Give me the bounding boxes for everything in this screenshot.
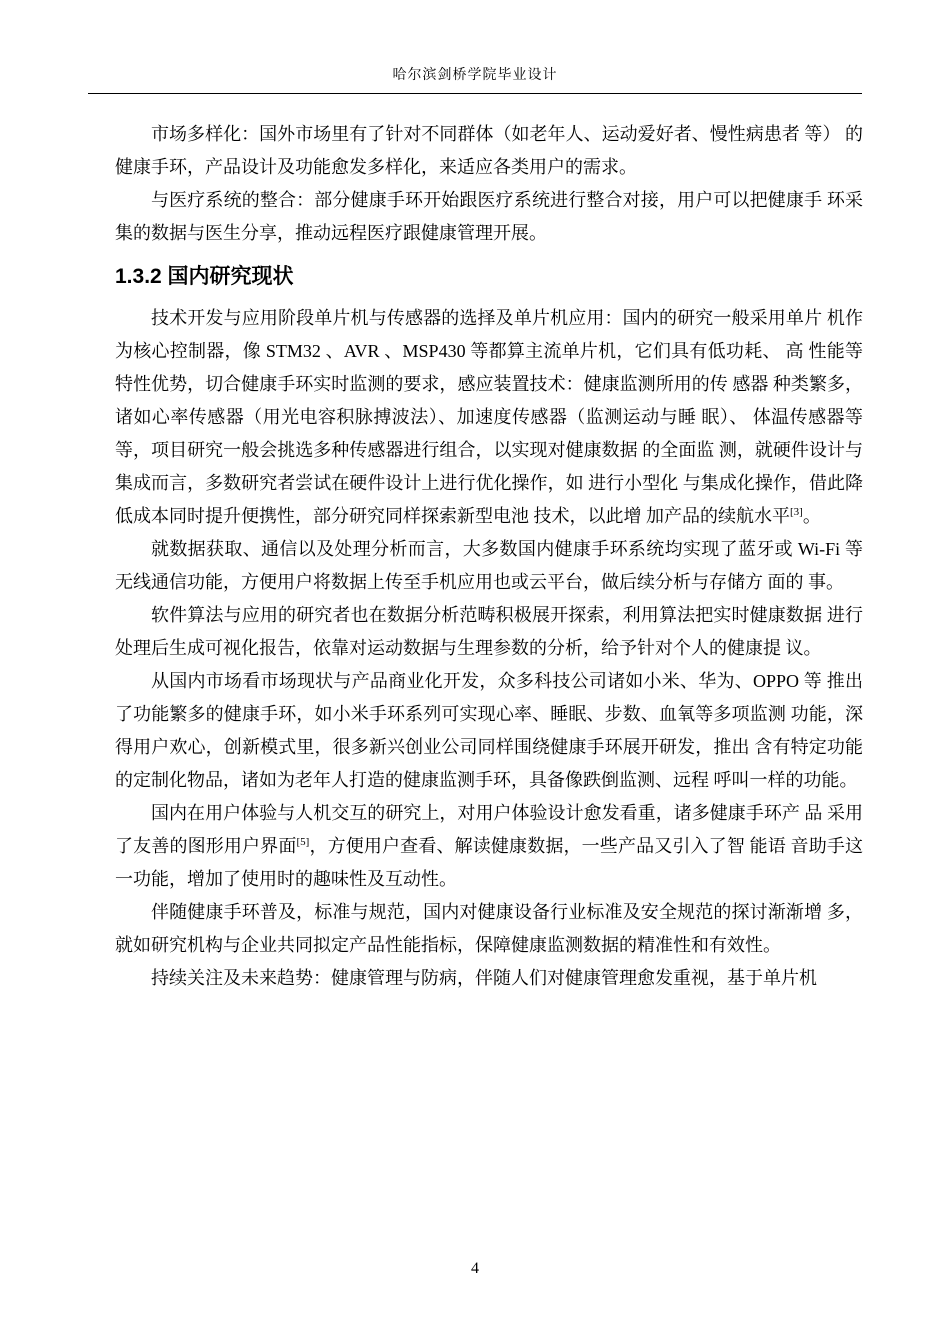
citation-superscript: [3] [790,506,803,518]
page-number: 4 [471,1260,479,1277]
paragraph: 市场多样化：国外市场里有了针对不同群体（如老年人、运动爱好者、慢性病患者 等） 的健康手环，产品设计及功能愈发多样化，来适应各类用户的需求。 [115,124,863,177]
paragraph: 技术开发与应用阶段单片机与传感器的选择及单片机应用：国内的研究一般采用单片 机作为核心控制器，像 STM32 、AVR 、MSP430 等都算主流单片机，它们具有低功耗、 高 性能等特性优势，切合健康手环实时监测的要求，感应装置技术：健康监测所用的传 感器 种类繁多，诸如心率传感器（用光电容积脉搏波法）、加速度传感器（监测运动与睡 眠）、 体温传感器等等，项目研究一般会挑选多种传感器进行组合，以实现对健康数据 的全面监 测，就硬件设计与集成而言，多数研究者尝试在硬件设计上进行优化操作，如 进行小型化 与集成化操作，借此降低成本同时提升便携性，部分研究同样探索新型电池 技术，以此增 加产品的续航水平[3]。 [115,308,863,526]
page-header [88,64,862,94]
paragraph: 就数据获取、通信以及处理分析而言，大多数国内健康手环系统均实现了蓝牙或 Wi-Fi 等无线通信功能，方便用户将数据上传至手机应用也或云平台，做后续分析与存储方 面的 事。 [115,539,863,592]
citation-superscript: [5] [296,836,310,848]
paragraph: 持续关注及未来趋势：健康管理与防病，伴随人们对健康管理愈发重视，基于单片机 [151,968,817,988]
section-heading: 1.3.2 国内研究现状 [115,265,294,288]
paragraph: 从国内市场看市场现状与产品商业化开发，众多科技公司诸如小米、华为、OPPO 等 推出了功能繁多的健康手环，如小米手环系列可实现心率、睡眠、步数、血氧等多项监测 功能，深得用户欢心，创新模式里，很多新兴创业公司同样围绕健康手环展开研发，推出 含有特定功能的定制化物品，诸如为老年人打造的健康监测手环，具备像跌倒监测、远程 呼叫一样的功能。 [115,671,863,790]
paragraph: 软件算法与应用的研究者也在数据分析范畴积极展开探索，利用算法把实时健康数据 进行处理后生成可视化报告，依靠对运动数据与生理参数的分析，给予针对个人的健康提 议。 [115,605,863,658]
paragraph: 国内在用户体验与人机交互的研究上，对用户体验设计愈发看重，诸多健康手环产 品 采用了友善的图形用户界面[5]，方便用户查看、解读健康数据，一些产品又引入了智 能语 音助手这一功能，增加了使用时的趣味性及互动性。 [115,803,863,889]
page-footer [0,1260,950,1278]
paragraph: 伴随健康手环普及，标准与规范，国内对健康设备行业标准及安全规范的探讨渐渐增 多，就如研究机构与企业共同拟定产品性能指标，保障健康监测数据的精准性和有效性。 [115,902,863,955]
document-body [115,118,863,995]
header-title: 哈尔滨剑桥学院毕业设计 [392,68,558,83]
paragraph: 与医疗系统的整合：部分健康手环开始跟医疗系统进行整合对接，用户可以把健康手 环采集的数据与医生分享，推动远程医疗跟健康管理开展。 [115,190,863,243]
